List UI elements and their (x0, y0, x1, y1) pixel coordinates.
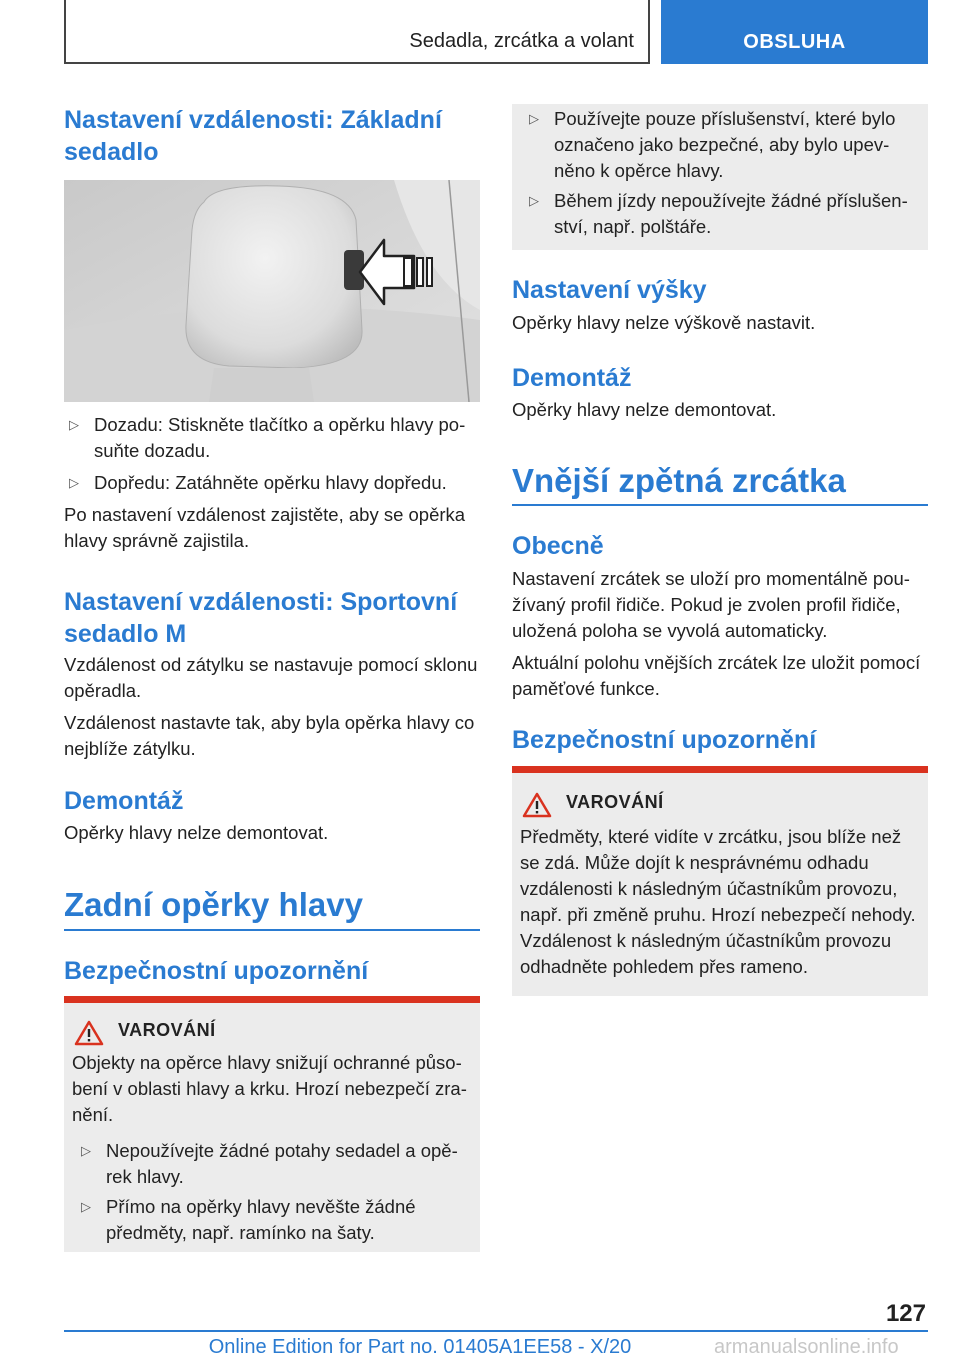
footer-watermark: armanualsonline.info (714, 1336, 899, 1358)
page-header (64, 0, 928, 64)
warning-bar (512, 766, 928, 773)
header-section-title: Sedadla, zrcátka a volant (409, 30, 634, 52)
warning-list-item-pillows (524, 188, 924, 240)
header-chapter-tab[interactable] (661, 0, 928, 64)
paragraph-general-1: Nastavení zrcátek se uloží pro momentálně používaný profil řidiče. Pokud je zvolen profil řidiče, uložená poloha se vyvolá automaticky. (512, 568, 910, 641)
paragraph-removal-right: Opěrky hlavy nelze demontovat. (512, 399, 777, 420)
paragraph-sport-1: Vzdálenost od zátylku se nastavuje pomocí sklonu opěradla. (64, 654, 478, 701)
headrest-illustration (64, 180, 480, 402)
heading-distance-basic-seat: Nastavení vzdálenosti: Základní sedadlo (64, 106, 442, 166)
triangle-bullet-icon: ▷ (69, 475, 79, 490)
triangle-bullet-icon: ▷ (81, 1199, 91, 1214)
warning-triangle-icon (74, 1020, 104, 1046)
warning-bar (64, 996, 480, 1003)
heading-height: Nastavení výšky (512, 276, 707, 304)
list-item-text: Během jízdy nepoužívejte žádné příslušenství, např. polštáře. (554, 190, 908, 237)
warning-triangle-icon (522, 792, 552, 818)
triangle-bullet-icon: ▷ (529, 193, 539, 208)
section-rule (512, 504, 928, 506)
paragraph-removal-left: Opěrky hlavy nelze demontovat. (64, 822, 329, 843)
headrest-photo (64, 180, 480, 402)
warning-list-item-covers (76, 1138, 476, 1190)
page-number: 127 (885, 1300, 926, 1327)
heading-safety-right: Bezpečnostní upozornění (512, 726, 817, 754)
warning-list-item-hanging (76, 1194, 476, 1246)
heading-exterior-mirrors: Vnější zpětná zrcátka (512, 462, 846, 499)
paragraph-general-2: Aktuální polohu vnějších zrcátek lze uložit pomocí paměťové funkce. (512, 652, 921, 699)
header-section-box (64, 0, 650, 64)
triangle-bullet-icon: ▷ (69, 417, 79, 432)
paragraph-sport-2: Vzdálenost nastavte tak, aby byla opěrka hlavy co nejblíže zátylku. (64, 712, 475, 759)
list-item-text: Používejte pouze příslušenství, které bylo označeno jako bezpečné, aby bylo upevněno k opěrce hlavy. (554, 108, 896, 181)
footer-edition-label: Online Edition for Part no. 01405A1EE58 - X/20 (208, 1336, 632, 1358)
footer-rule (64, 1330, 928, 1332)
continued-warning-box (512, 104, 928, 250)
list-item-text: Dopředu: Zatáhněte opěrku hlavy dopředu. (94, 472, 447, 493)
warning-label: VAROVÁNÍ (118, 1020, 216, 1040)
section-rule (64, 929, 480, 931)
warning-list-item-accessories (524, 106, 924, 184)
warning-text-left: Objekty na opěrce hlavy snižují ochranné působení v oblasti hlavy a krku. Hrozí nebezpečí zranění. (72, 1052, 467, 1125)
warning-box-left (64, 996, 480, 1252)
heading-general: Obecně (512, 532, 604, 560)
header-chapter-label: OBSLUHA (743, 31, 846, 53)
heading-rear-headrests: Zadní opěrky hlavy (64, 886, 363, 923)
heading-removal-left: Demontáž (64, 787, 184, 815)
paragraph-height: Opěrky hlavy nelze výškově nastavit. (512, 312, 816, 333)
heading-removal-right: Demontáž (512, 364, 632, 392)
warning-box-right (512, 766, 928, 996)
list-item-back (64, 412, 480, 464)
triangle-bullet-icon: ▷ (81, 1143, 91, 1158)
list-item-text: Dozadu: Stiskněte tlačítko a opěrku hlavy posuňte dozadu. (94, 414, 466, 461)
triangle-bullet-icon: ▷ (529, 111, 539, 126)
heading-distance-sport-seat: Nastavení vzdálenosti: Sportovní sedadlo M (64, 588, 458, 648)
heading-safety-left: Bezpečnostní upozornění (64, 957, 369, 985)
list-item-text: Přímo na opěrky hlavy nevěšte žádné předměty, např. ramínko na šaty. (106, 1196, 416, 1243)
list-item-text: Nepoužívejte žádné potahy sedadel a opěrek hlavy. (106, 1140, 458, 1187)
paragraph-after-adjust: Po nastavení vzdálenost zajistěte, aby se opěrka hlavy správně zajistila. (64, 504, 466, 551)
warning-text-right: Předměty, které vidíte v zrcátku, jsou blíže než se zdá. Může dojít k nesprávnému odhadu vzdálenosti k následným účastníkům provozu, např. při změně pruhu. Hrozí nebezpečí nehody. Vzdálenost k následným účastníkům provozu odhadněte pohledem přes rameno. (520, 826, 916, 977)
warning-label: VAROVÁNÍ (566, 792, 664, 812)
list-item-forward (64, 470, 480, 496)
